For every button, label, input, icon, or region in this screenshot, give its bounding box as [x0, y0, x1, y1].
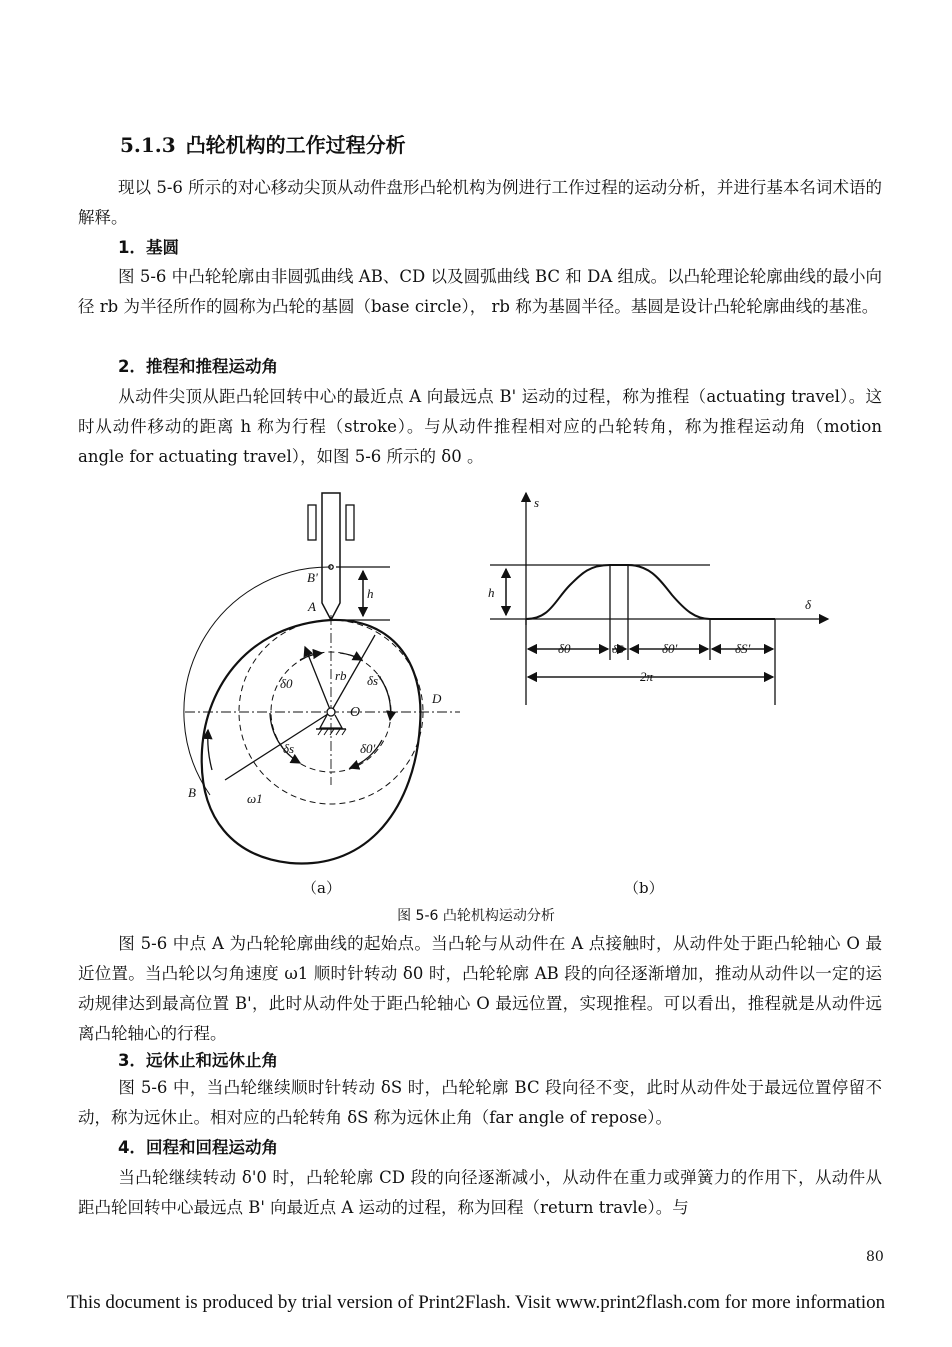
- label-ds-a: δs: [283, 741, 295, 756]
- trial-footer: This document is produced by trial version of Print2Flash. Visit www.print2flash.com for more information: [66, 1292, 886, 1313]
- label-dsp-a: δs': [367, 673, 381, 688]
- item-1-text: 图 5-6 中凸轮轮廓由非圆弧曲线 AB、CD 以及圆弧曲线 BC 和 DA 组成。以凸轮理论轮廓曲线的最小向径 rb 为半径所作的圆称为凸轮的基圆（base circle）， rb 称为基圆半径。基圆是设计凸轮轮廓曲线的基准。: [78, 267, 882, 316]
- item-3-label: 3．远休止和远休止角: [118, 1051, 278, 1070]
- guide-right: [346, 505, 354, 540]
- page-number: 80: [866, 1249, 884, 1265]
- paragraph-after-figure: 图 5-6 中点 A 为凸轮轮廓曲线的起始点。当凸轮与从动件在 A 点接触时，从动件处于距凸轮轴心 O 最近位置。当凸轮以匀角速度 ω1 顺时针转动 δ0 时，凸轮轮廓 AB 段的向径逐渐增加，推动从动件以一定的运动规律达到最高位置 B'，此时从动件处于距凸轮轴心 O 最远位置，实现推程。可以看出，推程就是从动件远离凸轮轴心的行程。: [78, 934, 882, 1043]
- item-2-label: 2．推程和推程运动角: [118, 357, 278, 376]
- item-2-text: 从动件尖顶从距凸轮回转中心的最近点 A 向最远点 B' 运动的过程，称为推程（actuating travel）。这时从动件移动的距离 h 称为行程（stroke）。与从动件推程相对应的凸轮转角，称为推程运动角（motion angle for actuating travel），如图 5-6 所示的 δ0 。: [78, 387, 882, 466]
- figure-caption: 图 5-6 凸轮机构运动分析: [397, 908, 555, 924]
- caption-a: （a）: [302, 879, 341, 897]
- label-rb: rb: [335, 668, 347, 683]
- label-s: s: [534, 495, 540, 510]
- label-h-b: h: [488, 585, 495, 600]
- item-4-label: 4．回程和回程运动角: [118, 1138, 278, 1157]
- section-title: 凸轮机构的工作过程分析: [185, 133, 406, 157]
- label-dsp-b: δS': [735, 641, 751, 656]
- label-b: B: [188, 785, 196, 800]
- label-w1: ω1: [247, 791, 263, 806]
- label-h-a: h: [367, 586, 374, 601]
- figure-b: [490, 493, 828, 705]
- label-d0p-a: δ0': [360, 741, 376, 756]
- section-heading: [120, 129, 406, 158]
- guide-left: [308, 505, 316, 540]
- label-d0-a: δ0: [280, 676, 293, 691]
- label-d0-b: δ0: [558, 641, 571, 656]
- cam-profile: [202, 620, 421, 864]
- label-delta: δ: [805, 597, 812, 612]
- label-o: O: [350, 705, 361, 720]
- label-d: D: [432, 691, 442, 706]
- cam-figure: [150, 485, 850, 870]
- caption-b: （b）: [624, 879, 664, 897]
- figure-a: [184, 493, 460, 864]
- item-4-text: 当凸轮继续转动 δ'0 时，凸轮轮廓 CD 段的向径逐渐减小，从动件在重力或弹簧力的作用下，从动件从距凸轮回转中心最远点 B' 向最近点 A 运动的过程，称为回程（return travle）。与: [78, 1168, 882, 1217]
- follower: [322, 493, 340, 620]
- intro-paragraph: 现以 5-6 所示的对心移动尖顶从动件盘形凸轮机构为例进行工作过程的运动分析，并进行基本名词术语的解释。: [78, 178, 882, 227]
- label-ds-b: δS: [612, 642, 624, 656]
- label-d0p-b: δ0': [662, 641, 678, 656]
- section-number: 5.1.3: [120, 133, 176, 157]
- label-2pi: 2π: [640, 669, 654, 684]
- item-3-text: 图 5-6 中，当凸轮继续顺时针转动 δS 时，凸轮轮廓 BC 段向径不变，此时从动件处于最远位置停留不动，称为远休止。相对应的凸轮转角 δS 称为远休止角（far angle of repose）。: [78, 1078, 882, 1127]
- item-1-label: 1．基圆: [118, 238, 179, 257]
- label-a: A: [308, 599, 316, 614]
- label-b-prime: B': [307, 570, 318, 585]
